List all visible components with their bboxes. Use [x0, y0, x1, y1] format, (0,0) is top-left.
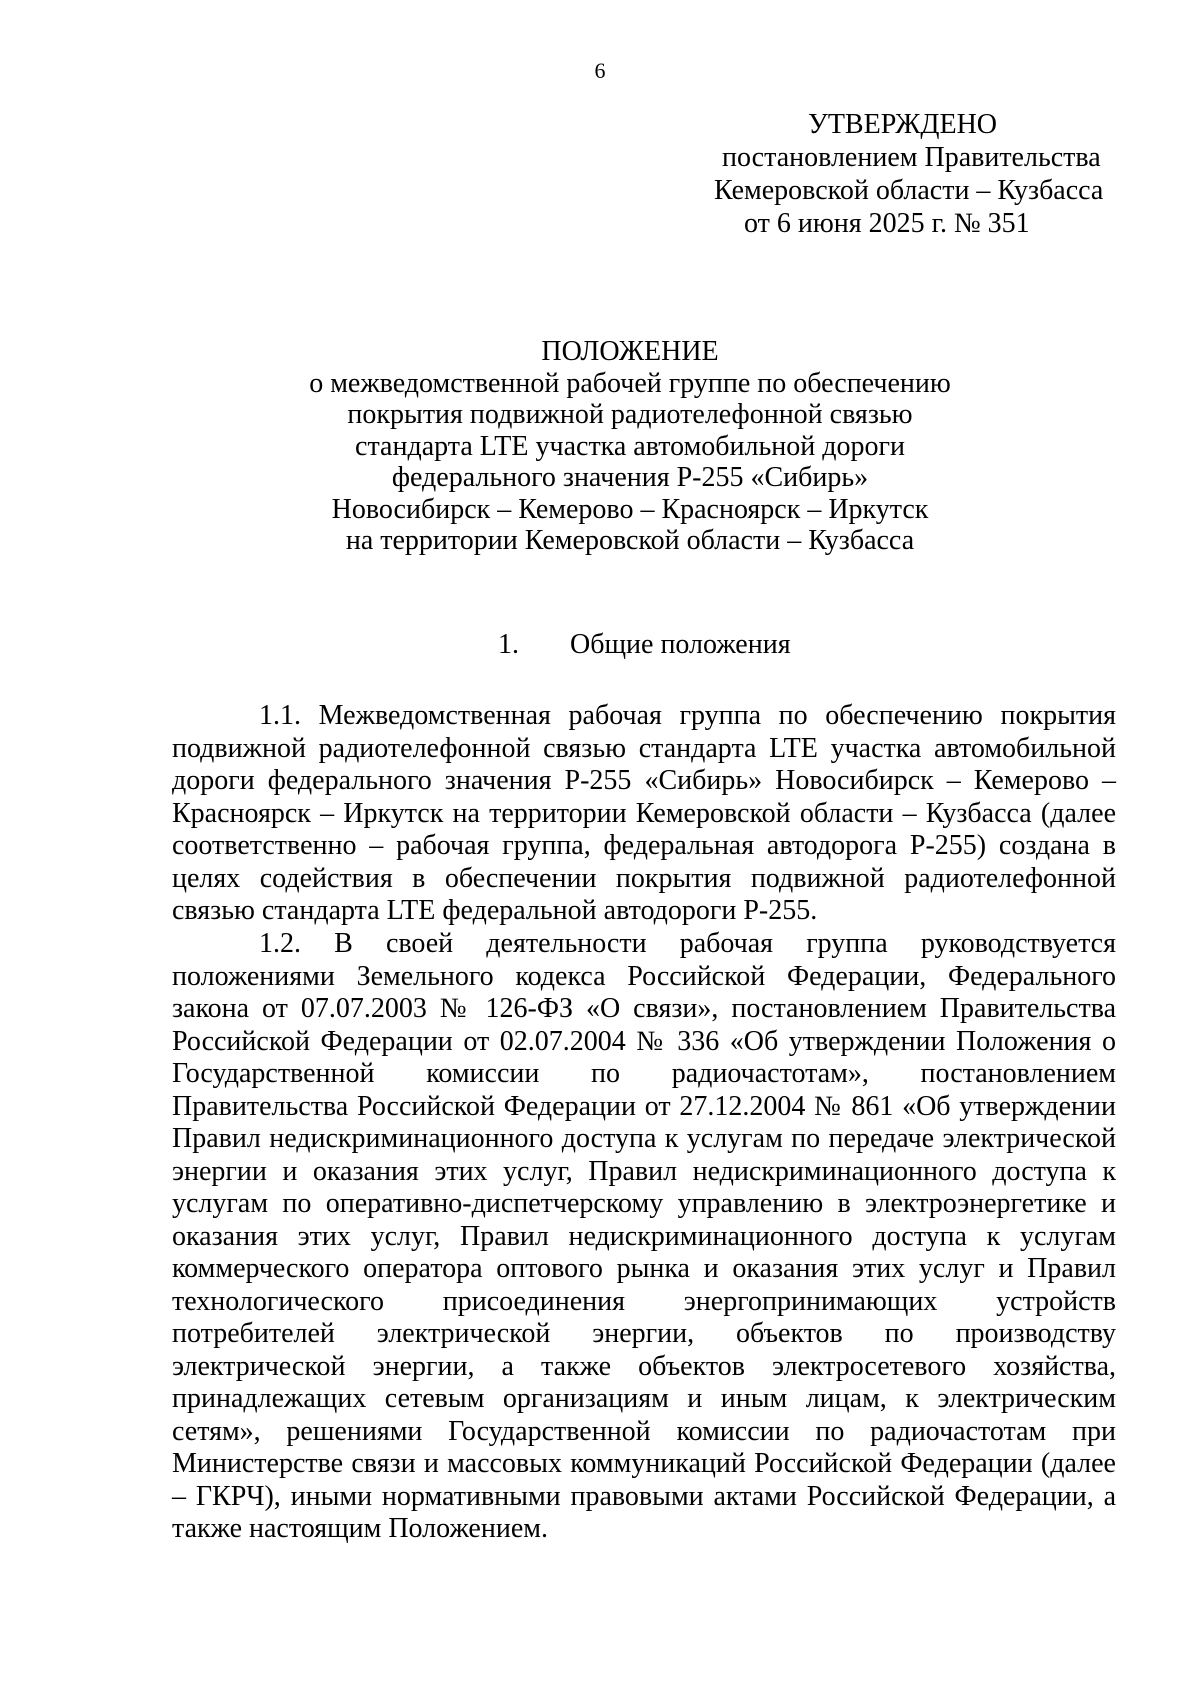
title-heading: ПОЛОЖЕНИЕ: [541, 336, 719, 367]
approval-line: Кемеровской области – Кузбасса: [714, 175, 1104, 206]
paragraph-1-2: 1.2. В своей деятельности рабочая группа руководствуется положениями Земельного кодекса Российской Федерации, Федерального закона от 07.07.2003 № 126-ФЗ «О связи», постановлением Правительства Российской Федерации от 02.07.2004 № 336 «Об утверждении Положения о Государственной комиссии по радиочастотам», постановлением Правительства Российской Федерации от 27.12.2004 № 861 «Об утверждении Правил недискриминационного доступа к услугам по передаче электрической энергии и оказания этих услуг, Правил недискриминационного доступа к услугам по оперативно-диспетчерскому управлению в электроэнергетике и оказания этих услуг, Правил недискриминационного доступа к услугам коммерческого оператора оптового рынка и оказания этих услуг и Правил технологического присоединения энергопринимающих устройств потребителей электрической энергии, объектов по производству электрической энергии, а также объектов электросетевого хозяйства, принадлежащих сетевым организациям и иным лицам, к электрическим сетям», решениями Государственной комиссии по радиочастотам при Министерстве связи и массовых коммуникаций Российской Федерации (далее – ГКРЧ), иными нормативными правовыми актами Российской Федерации, а также настоящим Положением.: [172, 928, 1116, 1544]
section-number: 1.: [498, 629, 519, 660]
document-title: [150, 336, 1110, 557]
title-line: федерального значения Р-255 «Сибирь»: [391, 462, 869, 493]
approval-line: постановлением Правительства: [722, 142, 1101, 173]
paragraph-block: [172, 700, 1116, 928]
title-line: покрытия подвижной радиотелефонной связью: [347, 399, 913, 430]
paragraph-block: [172, 928, 1116, 1546]
paragraph-1-1: 1.1. Межведомственная рабочая группа по обеспечению покрытия подвижной радиотелефонной связью стандарта LTE участка автомобильной дороги федерального значения Р-255 «Сибирь» Новосибирск – Кемерово – Красноярск – Иркутск на территории Кемеровской области – Кузбасса (далее соответственно – рабочая группа, федеральная автодорога Р-255) создана в целях содействия в обеспечении покрытия подвижной радиотелефонной связью стандарта LTE федеральной автодороги Р-255.: [172, 700, 1116, 926]
title-line: о межведомственной рабочей группе по обеспечению: [309, 367, 951, 399]
title-line: стандарта LTE участка автомобильной дороги: [355, 430, 905, 462]
page-number: 6: [594, 58, 606, 83]
approval-heading: УТВЕРЖДЕНО: [808, 109, 998, 140]
section-title: Общие положения: [570, 629, 791, 660]
approval-stamp: [700, 108, 1160, 240]
approval-date-number: от 6 июня 2025 г. № 351: [744, 208, 1030, 239]
title-line: на территории Кемеровской области – Кузбасса: [345, 525, 915, 556]
title-line: Новосибирск – Кемерово – Красноярск – Иркутск: [331, 493, 929, 525]
